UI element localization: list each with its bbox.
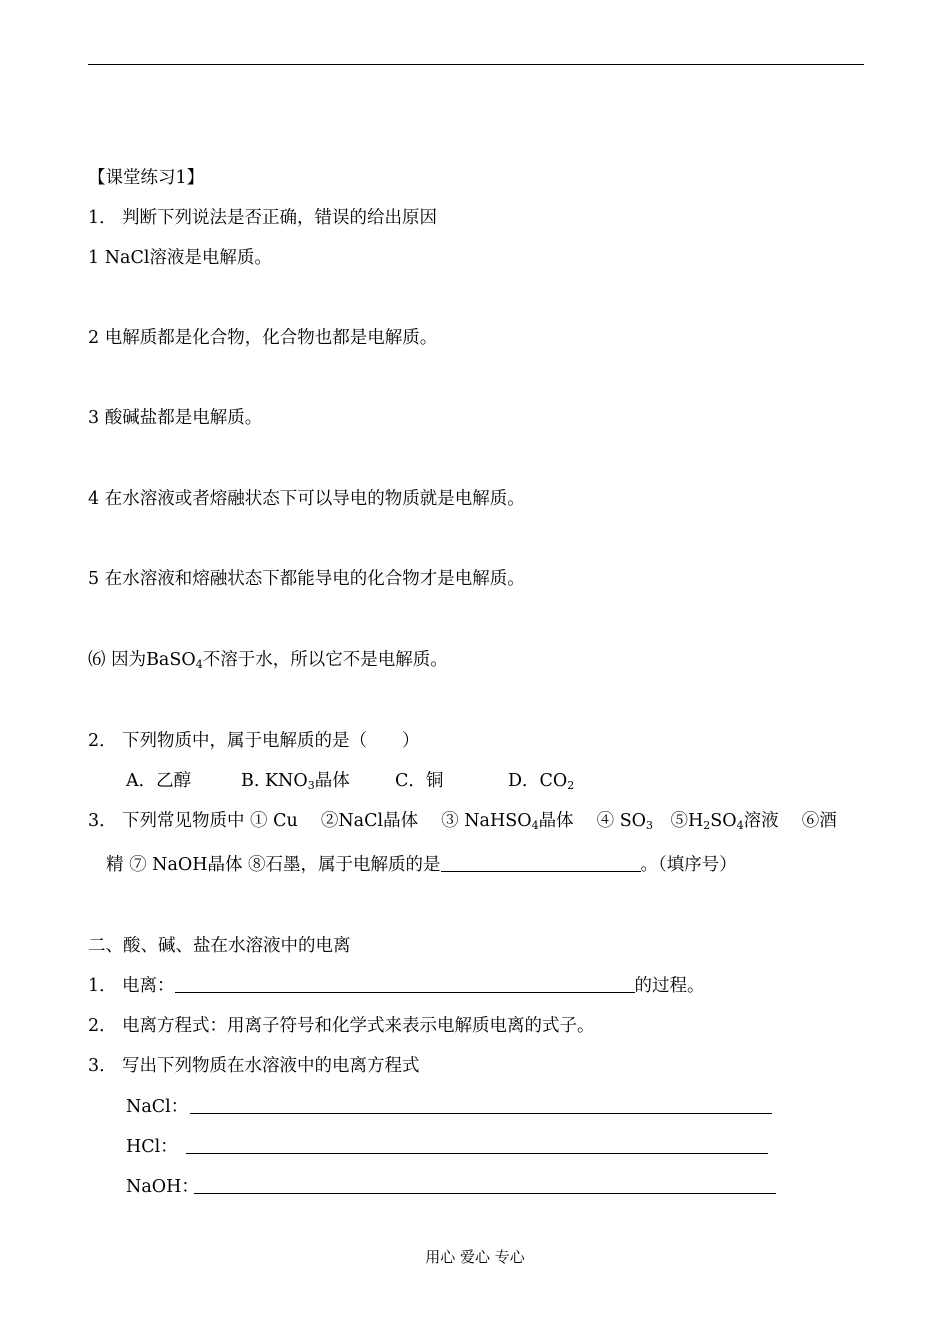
header-rule — [88, 64, 864, 65]
option-d: D．$CO_2$ — [508, 771, 575, 792]
page-footer: 用心 爱心 专心 — [425, 1248, 525, 1266]
question-3: 3． 下列常见物质中 ① Cu ②NaCl晶体 ③ NaHSO$_4$晶体 ④ $SO_3$ $⑤H_2SO_4$溶液 ⑥酒 — [88, 811, 837, 832]
equation-blank[interactable] — [186, 1137, 768, 1154]
option-b: B. $KNO_3$晶体 — [241, 771, 350, 792]
question-number: 2． — [88, 1016, 117, 1036]
statement-1: 1 NaCl溶液是电解质。 — [88, 248, 272, 268]
section-2-question-2: 2． 电离方程式：用离子符号和化学式来表示电解质电离的式子。 — [88, 1016, 595, 1036]
question-number: 2． — [88, 731, 117, 751]
section-2-question-3: 3． 写出下列物质在水溶液中的电离方程式 — [88, 1056, 420, 1076]
equation-blank[interactable] — [194, 1177, 776, 1194]
answer-blank[interactable] — [441, 855, 641, 872]
statement-3: 3 酸碱盐都是电解质。 — [88, 408, 263, 428]
statement-4: 4 在水溶液或者熔融状态下可以导电的物质就是电解质。 — [88, 489, 525, 509]
option-a: A．乙醇 — [126, 771, 192, 791]
option-c: C．铜 — [395, 771, 444, 791]
question-text: 判断下列说法是否正确，错误的给出原因 — [122, 208, 437, 228]
equation-hcl: HCl： — [126, 1135, 768, 1159]
equation-naoh: NaOH： — [126, 1175, 776, 1199]
question-text: 下列物质中，属于电解质的是（ ） — [122, 731, 420, 751]
question-2-options — [126, 769, 574, 793]
question-number: 3． — [88, 811, 117, 831]
question-number: 1． — [88, 976, 117, 996]
statement-2: 2 电解质都是化合物，化合物也都是电解质。 — [88, 328, 438, 348]
question-number: 1． — [88, 208, 117, 228]
question-2 — [88, 729, 420, 753]
question-3-line-2: 精 ⑦ NaOH晶体 ⑧石墨，属于电解质的是 。（填序号） — [106, 855, 737, 875]
statement-6: ⑹ 因为BaSO$_4$不溶于水，所以它不是电解质。 — [88, 650, 448, 671]
question-1 — [88, 206, 437, 230]
exercise-title: 【课堂练习1】 — [88, 168, 205, 188]
section-2-question-1: 1． 电离： 的过程。 — [88, 976, 705, 996]
definition-blank[interactable] — [175, 976, 635, 993]
statement-5: 5 在水溶液和熔融状态下都能导电的化合物才是电解质。 — [88, 569, 525, 589]
equation-nacl: NaCl： — [126, 1095, 772, 1119]
question-number: 3． — [88, 1056, 117, 1076]
section-2-title: 二、酸、碱、盐在水溶液中的电离 — [88, 936, 351, 956]
equation-blank[interactable] — [190, 1097, 772, 1114]
